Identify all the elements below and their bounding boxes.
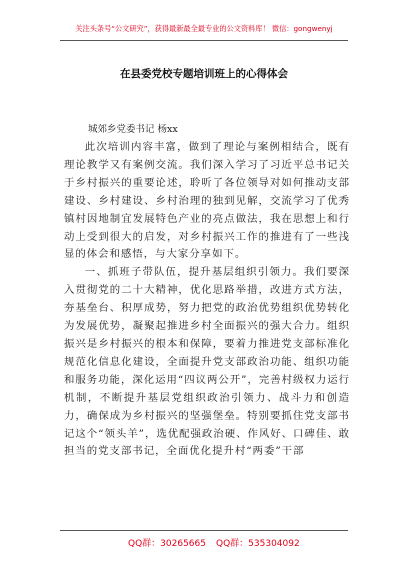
- paragraph-section-one: 一、抓班子带队伍，提升基层组织引领力。我们要深入贯彻党的二十大精神，优化思路举措，改进方式方法，夯基垒台、积厚成势，努力把党的政治优势组织优势转化为发展优势，凝聚起推进乡村全面振兴的强大合力。组织振兴是乡村振兴的根本和保障，要着力推进党支部标准化规范化信息化建设，全面提升党支部政治功能、组织功能和服务功能，深化运用“四议两公开”，完善村级权力运行机制，不断提升基层党组织政治引领力、战斗力和创造力，确保成为乡村振兴的坚强堡垒。特别要抓住党支部书记这个“领头羊”，选优配强政治硬、作风好、口碑佳、敢担当的党支部书记，全面优化提升村“两委”干部: [64, 266, 350, 458]
- paragraph-intro: 此次培训内容丰富，做到了理论与案例相结合，既有理论教学又有案例交流。我们深入学习了习近平总书记关于乡村振兴的重要论述，聆听了各位领导对如何推动支部建设、乡村建设、乡村治理的独到见解，交流学习了优秀镇村因地制宜发展特色产业的亮点做法，我在思想上和行动上受到很大的启发，对乡村振兴工作的推进有了一些浅显的体会和感悟，与大家分享如下。: [64, 141, 350, 261]
- qq-group-2: QQ群：535304092: [216, 539, 300, 549]
- promo-header: 关注头条号“公文研究”，获得最新最全最专业的公文资料库！ 微信：gongwenyj: [75, 24, 333, 33]
- header-divider: [60, 40, 348, 41]
- document-title: 在县委党校专题培训班上的心得体会: [120, 68, 288, 80]
- footer-divider: [60, 530, 348, 531]
- document-author: 城郊乡党委书记 杨xx: [88, 124, 178, 135]
- qq-group-1: QQ群：30265665: [128, 539, 206, 549]
- document-body: [64, 139, 350, 461]
